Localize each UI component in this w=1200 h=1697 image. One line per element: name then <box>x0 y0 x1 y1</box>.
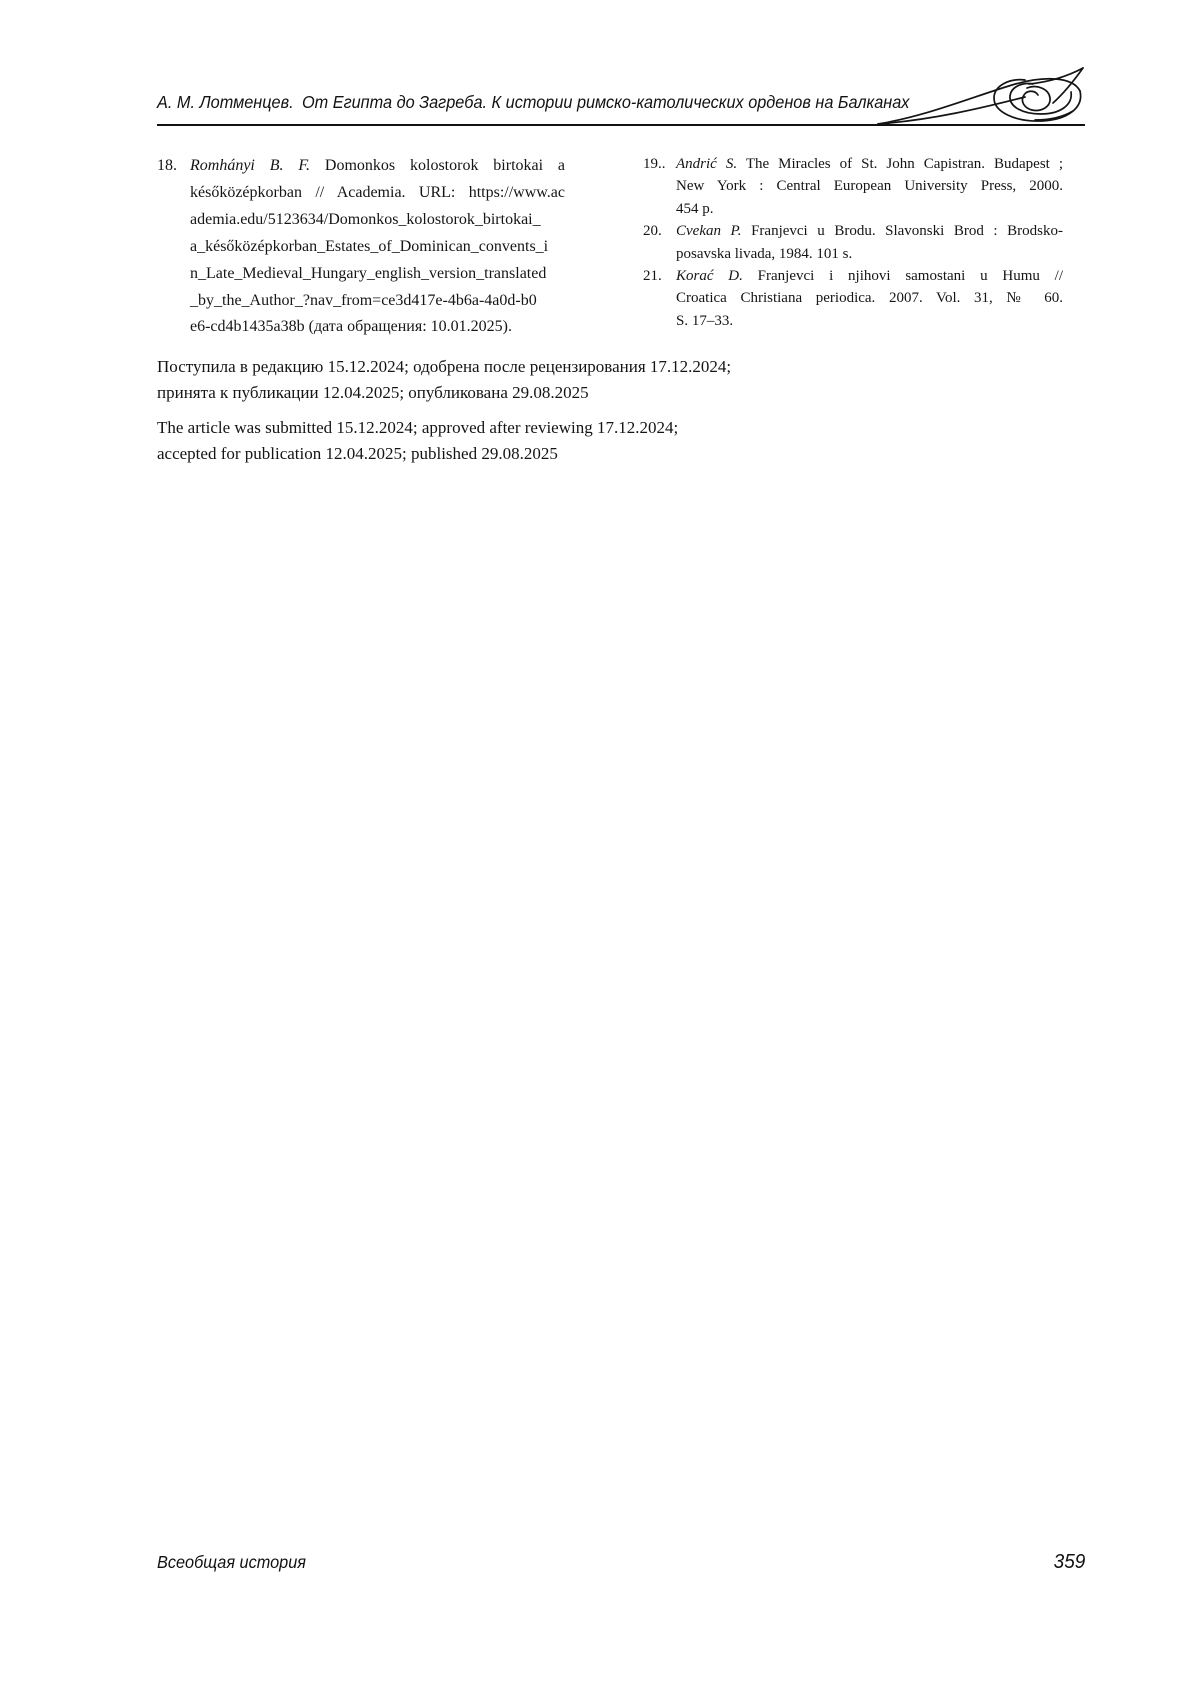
reference-line: e6-cd4b1435a38b (дата обращения: 10.01.2025). <box>190 318 512 336</box>
reference-item-19 <box>643 153 1063 220</box>
reference-number: 20. <box>643 223 662 240</box>
reference-line: későközépkorban // Academia. URL: https://www.ac <box>190 183 565 201</box>
reference-number: 18. <box>157 157 177 174</box>
reference-line: ademia.edu/5123634/Domonkos_kolostorok_birtokai_ <box>190 210 541 228</box>
reference-line: New York : Central European University Press, 2000. <box>676 178 1063 195</box>
reference-line <box>190 153 565 180</box>
reference-author: Andrić S. <box>676 156 738 172</box>
page-number: 359 <box>1053 1551 1085 1573</box>
dates-ru-line2: принята к публикации 12.04.2025; опубликована 29.08.2025 <box>157 383 589 402</box>
reference-line: Croatica Christiana periodica. 2007. Vol. 31, № 60. <box>676 290 1063 307</box>
article-dates <box>157 354 937 467</box>
reference-line <box>676 153 1063 175</box>
reference-item-18 <box>157 153 565 341</box>
reference-line: 454 p. <box>676 200 714 217</box>
reference-line: S. 17–33. <box>676 312 734 329</box>
reference-item-21 <box>643 265 1063 332</box>
reference-line: _by_the_Author_?nav_from=ce3d417e-4b6a-4a0d-b0 <box>190 291 537 309</box>
reference-number: 21. <box>643 268 662 285</box>
reference-text: The Miracles of St. John Capistran. Budapest ; <box>745 156 1064 172</box>
footer-section-title: Всеобщая история <box>157 1552 306 1572</box>
reference-text: Franjevci i njihovi samostani u Humu // <box>757 268 1063 285</box>
header-rule <box>157 124 1085 126</box>
dates-en-line1: The article was submitted 15.12.2024; approved after reviewing 17.12.2024; <box>157 418 679 437</box>
dates-en-line2: accepted for publication 12.04.2025; published 29.08.2025 <box>157 444 558 463</box>
reference-text: Domonkos kolostorok birtokai a <box>324 157 566 174</box>
reference-list <box>157 153 1063 341</box>
dates-ru-line1: Поступила в редакцию 15.12.2024; одобрена после рецензирования 17.12.2024; <box>157 357 732 376</box>
running-header-title: От Египта до Загреба. К истории римско-католических орденов на Балканах <box>301 92 910 112</box>
reference-line <box>676 220 1063 242</box>
running-header-author: А. М. Лотменцев. <box>157 92 294 112</box>
reference-author: Korać D. <box>676 268 743 285</box>
reference-line: posavska livada, 1984. 101 s. <box>676 245 853 262</box>
reference-author: Cvekan P. <box>676 223 742 240</box>
flourish-icon <box>877 64 1085 126</box>
page-footer <box>157 1551 1085 1574</box>
reference-line <box>676 265 1063 287</box>
reference-item-20 <box>643 220 1063 265</box>
reference-column-right <box>643 153 1063 341</box>
reference-line: a_későközépkorban_Estates_of_Dominican_convents_i <box>190 237 549 255</box>
reference-author: Romhányi B. F. <box>190 157 311 174</box>
reference-text: Franjevci u Brodu. Slavonski Brod : Brodsko- <box>751 223 1063 240</box>
reference-number: 19.. <box>643 156 666 172</box>
reference-column-left <box>157 153 565 341</box>
reference-line: n_Late_Medieval_Hungary_english_version_translated <box>190 264 547 282</box>
